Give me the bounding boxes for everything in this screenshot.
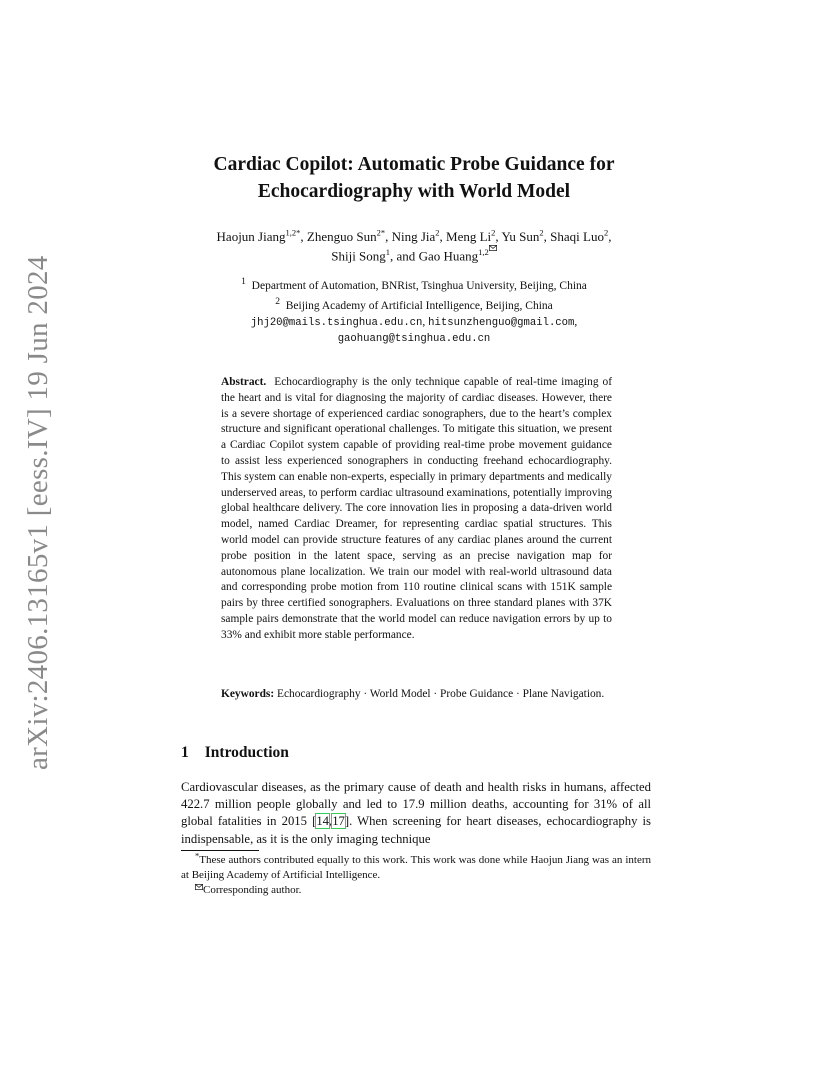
email-link[interactable]: jhj20@mails.tsinghua.edu.cn — [250, 316, 423, 329]
keywords — [221, 687, 612, 703]
author-affiliation-mark: 2 — [539, 227, 544, 238]
affiliation-2: $^2$ Beijing Academy of Artificial Intelligence, Beijing, China — [275, 296, 553, 313]
intro-paragraph: Cardiovascular diseases, as the primary cause of death and health risks in humans, affected 422.7 million people globally and led to 17.9 million deaths, accounting for 31% of all global fatalities in 2015 [14,17]. When screening for heart diseases, echocardiography is indispensable, as it is the only imaging technique — [181, 780, 651, 846]
title-line-1: Cardiac Copilot: Automatic Probe Guidance for — [213, 154, 615, 175]
section-title: Introduction — [204, 744, 289, 761]
arxiv-identifier: arXiv:2406.13165v1 [eess.IV] 19 Jun 2024 — [22, 255, 54, 770]
author-name: Ning Jia — [391, 229, 436, 244]
author-name: Gao Huang — [418, 248, 479, 264]
author-affiliation-mark: 2* — [376, 227, 386, 238]
keywords-label: Keywords: — [221, 688, 275, 700]
affiliation-1: $^1$ Department of Automation, BNRist, Tsinghua University, Beijing, China — [241, 276, 587, 292]
abstract — [221, 375, 612, 644]
paper-title — [150, 151, 678, 205]
footnote-divider — [181, 850, 259, 851]
section-heading — [181, 744, 289, 762]
title-line-2: Echocardiography with World Model — [257, 181, 571, 202]
author-affiliation-mark: 2 — [603, 227, 609, 238]
author-list: Haojun Jiang$^{1,2*}$, Zhenguo Sun$^{2*}$, Ning Jia$^2$, Meng Li$^2$, Yu Sun$^2$, Shaqi Luo$^2$, Shiji Song$^1$, and Gao Huang$^{1,2}$ — [216, 227, 612, 264]
footnote-corresponding: Corresponding author. — [181, 883, 651, 898]
author-name: Meng Li — [446, 229, 492, 244]
envelope-icon — [195, 884, 203, 890]
abstract-text: Echocardiography is the only technique capable of real-time imaging of the heart and is vital for diagnosing the majority of cardiac diseases. However, there is a severe shortage of experienced cardiac sonographers, due to the heart’s complex structure and significant operational challenges. To mitigate this situation, we present a Cardiac Copilot system capable of providing real-time probe movement guidance to assist less experienced sonographers in conducting freehand echocardiography. This system can enable non-experts, especially in primary departments and medically underserved areas, to perform cardiac ultrasound examinations, potentially improving global healthcare delivery. The core innovation lies in proposing a data-driven world model, named Cardiac Dreamer, for representing cardiac spatial structures. This world model can provide structure features of any cardiac planes around the current probe position in the latent space, serving as an precise navigation map for autonomous plane localization. We train our model with real-world ultrasound data and corresponding probe motion from 110 routine clinical scans with 151K sample pairs by three certified sonographers. Evaluations on three standard planes with 37K sample pairs demonstrate that the world model can reduce navigation errors by up to 33% and exhibit more stable performance. — [221, 376, 613, 641]
abstract-label: Abstract. — [221, 376, 267, 388]
envelope-icon — [489, 245, 497, 251]
affiliations — [160, 274, 668, 348]
author-affiliation-mark: 2 — [435, 227, 440, 238]
author-affiliation-mark: 1,2* — [285, 227, 301, 238]
email-link[interactable]: hitsunzhenguo@gmail.com — [428, 316, 575, 329]
email-link[interactable]: gaohuang@tsinghua.edu.cn — [337, 333, 491, 346]
author-affiliation-mark: 1,2 — [478, 247, 497, 257]
email-row: jhj20@mails.tsinghua.edu.cn, hitsunzhenguo@gmail.com, — [250, 315, 578, 329]
author-affiliation-mark: 1 — [385, 247, 391, 257]
keywords-text: Echocardiography · World Model · Probe Guidance · Plane Navigation. — [277, 688, 605, 700]
footnote-equal-contribution: *These authors contributed equally to this work. This work was done while Haojun Jiang was an intern at Beijing Academy of Artificial Intelligence. — [181, 850, 651, 881]
citation-link[interactable]: 14 — [316, 814, 330, 829]
author-name: Shaqi Luo — [550, 229, 604, 244]
author-connector: and — [396, 248, 416, 264]
author-name: Haojun Jiang — [216, 229, 286, 244]
author-name: Shiji Song — [331, 248, 386, 264]
section-number: 1 — [181, 744, 189, 761]
citation-link[interactable]: 17 — [332, 814, 345, 829]
footnotes — [181, 850, 651, 898]
email-row — [160, 331, 668, 348]
author-name: Zhenguo Sun — [306, 229, 377, 244]
author-affiliation-mark: 2 — [491, 227, 496, 238]
author-name: Yu Sun — [501, 229, 540, 244]
